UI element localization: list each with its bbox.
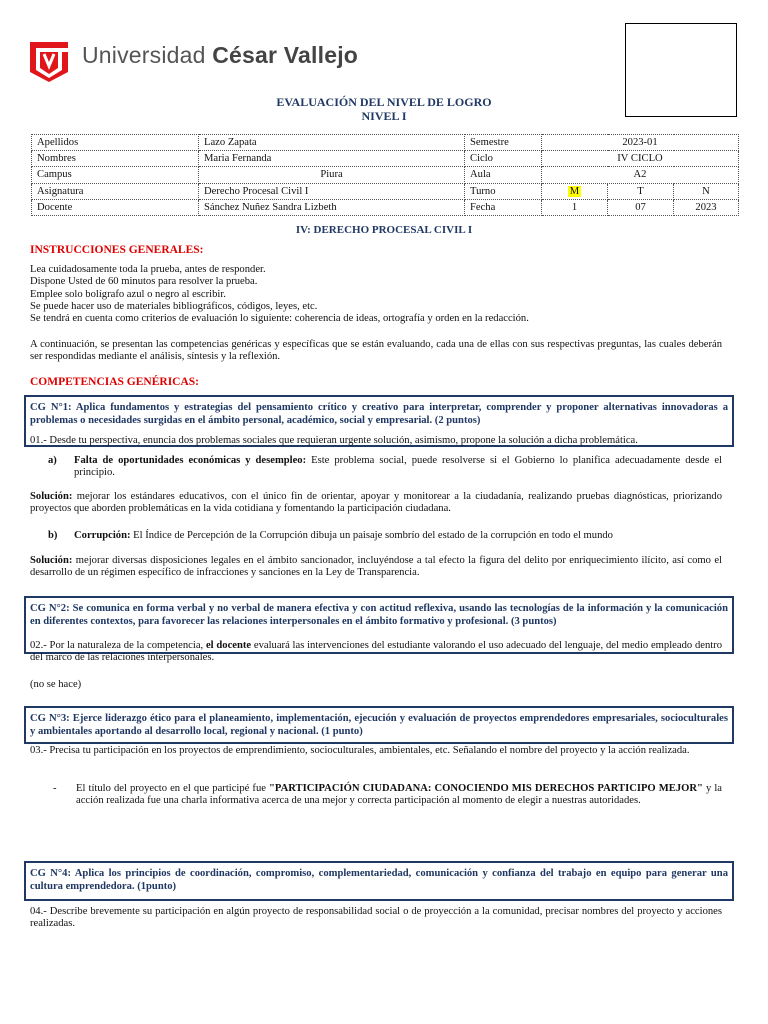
shield-logo-icon xyxy=(28,40,70,82)
cg4-question: 04.- Describe brevemente su participación en algún proyecto de responsabilidad social o de proyección a la comunidad, precisar nombres del proyecto y acciones realizadas. xyxy=(30,906,722,930)
campus-value: Piura xyxy=(199,167,465,183)
cg2-answer: (no se hace) xyxy=(30,679,82,690)
turno-t: T xyxy=(608,183,674,199)
cg4-box xyxy=(24,861,734,901)
item-b-label: b) xyxy=(48,530,58,541)
table-row xyxy=(32,135,739,151)
fecha-label: Fecha xyxy=(465,199,542,215)
cg2-question: 02.- Por la naturaleza de la competencia, el docente evaluará las intervenciones del estudiante valorando el uso adecuado del lenguaje, del medio empleado dentro del marco de las relaciones interpersonales. xyxy=(30,640,723,664)
cg3-question: 03.- Precisa tu participación en los proyectos de emprendimiento, socioculturales, ambientales, etc. Señalando el nombre del proyecto y la acción realizada. xyxy=(30,745,690,756)
student-info-table xyxy=(31,134,739,216)
bullet-dash: - xyxy=(53,783,57,794)
ciclo-value: IV CICLO xyxy=(542,151,739,167)
asignatura-value: Derecho Procesal Civil I xyxy=(199,183,465,199)
instructions-heading: INSTRUCCIONES GENERALES: xyxy=(30,244,204,256)
instructions-intro: A continuación, se presentan las competencias genéricas y específicas que se están evaluando, cada una de ellas con sus respectivas preguntas, las cuales deberán ser respondidas mediante el análisis, síntesis y la reflexión. xyxy=(30,339,722,363)
solution-1: Solución: mejorar los estándares educativos, con el único fin de orientar, apoyar y monitorear a la ciudadanía, realizando pruebas diagnósticas, priorizando proyectos que aborden problemáticas en la vida cotidiana y fomentando la participación ciudadana. xyxy=(30,491,722,515)
ciclo-label: Ciclo xyxy=(465,151,542,167)
fecha-month: 07 xyxy=(608,199,674,215)
exam-level: NIVEL I xyxy=(361,109,407,123)
instructions-list xyxy=(30,264,722,325)
instruction-line: Se tendrá en cuenta como criterios de evaluación lo siguiente: coherencia de ideas, ortografía y orden en la redacción. xyxy=(30,313,529,325)
docente-value: Sánchez Nuñez Sandra Lizbeth xyxy=(199,199,465,215)
instruction-line: Emplee solo bolígrafo azul o negro al escribir. xyxy=(30,288,226,300)
table-row xyxy=(32,183,739,199)
cg2-title: CG N°2: Se comunica en forma verbal y no verbal de manera efectiva y con actitud reflexiva, usando las tecnologías de la información y la comunicación en diferentes contextos, para favorecer las relaciones interpersonales en el ámbito formativo y profesional. (3 puntos) xyxy=(30,603,728,627)
university-logo xyxy=(28,40,358,82)
solution-2: Solución: mejorar diversas disposiciones legales en el ámbito sancionador, incluyéndose a tal efecto la figura del delito por enriquecimiento ilícito, así como el desarrollo de un régimen específico de infracciones y sanciones en la Ley de Transparencia. xyxy=(30,555,722,579)
fecha-year: 2023 xyxy=(674,199,739,215)
instruction-line: Dispone Usted de 60 minutos para resolver la prueba. xyxy=(30,276,258,288)
cg3-title: CG N°3: Ejerce liderazgo ético para el planeamiento, implementación, ejecución y evaluación de proyectos emprendedores empresariales, socioculturales y ambientales aportando al desarrollo local, regional y nacional. (1 punto) xyxy=(30,713,728,737)
exam-title: EVALUACIÓN DEL NIVEL DE LOGRO xyxy=(276,95,492,109)
table-row xyxy=(32,167,739,183)
cg1-question: 01.- Desde tu perspectiva, enuncia dos problemas sociales que requieran urgente solución, asimismo, propone la solución a dicha problemática. xyxy=(30,435,638,446)
cg3-answer: El título del proyecto en el que participé fue "PARTICIPACIÓN CIUDADANA: CONOCIENDO MIS DERECHOS PARTICIPO MEJOR" y la acción realizada fue una charla informativa acerca de una mejor y correcta participación al momento de elegir a nuestras autoridades. xyxy=(76,783,722,807)
turno-m: M xyxy=(542,183,608,199)
cg4-title: CG N°4: Aplica los principios de coordinación, compromiso, complementariedad, comunicación y confianza del trabajo en equipo para generar una cultura emprendedora. (1punto) xyxy=(30,868,728,892)
fecha-day: 1 xyxy=(542,199,608,215)
table-row xyxy=(32,199,739,215)
docente-label: Docente xyxy=(32,199,199,215)
item-b-text: Corrupción: El Índice de Percepción de la Corrupción dibuja un paisaje sombrío del estado de la corrupción en todo el mundo xyxy=(74,530,613,541)
semestre-label: Semestre xyxy=(465,135,542,151)
asignatura-label: Asignatura xyxy=(32,183,199,199)
turno-label: Turno xyxy=(465,183,542,199)
apellidos-value: Lazo Zapata xyxy=(199,135,465,151)
nombres-label: Nombres xyxy=(32,151,199,167)
cg3-box xyxy=(24,706,734,744)
competencias-heading: COMPETENCIAS GENÉRICAS: xyxy=(30,376,200,388)
university-name: Universidad César Vallejo xyxy=(82,42,359,68)
apellidos-label: Apellidos xyxy=(32,135,199,151)
instruction-line: Lea cuidadosamente toda la prueba, antes de responder. xyxy=(30,264,266,275)
semestre-value: 2023-01 xyxy=(542,135,739,151)
instruction-line: Se puede hacer uso de materiales bibliográficos, códigos, leyes, etc. xyxy=(30,300,318,312)
campus-label: Campus xyxy=(32,167,199,183)
aula-label: Aula xyxy=(465,167,542,183)
item-a-text: Falta de oportunidades económicas y desempleo: Este problema social, puede resolverse si el Gobierno lo planifica adecuadamente desde el principio. xyxy=(74,455,722,479)
item-a-label: a) xyxy=(48,455,57,466)
nombres-value: Maria Fernanda xyxy=(199,151,465,167)
table-row xyxy=(32,151,739,167)
course-heading: IV: DERECHO PROCESAL CIVIL I xyxy=(295,224,473,236)
cg1-title: CG N°1: Aplica fundamentos y estrategias del pensamiento crítico y creativo para interpretar, comprender y proponer alternativas innovadoras a problemas o necesidades surgidas en el ámbito personal, académico, social y empresarial. (2 puntos) xyxy=(30,402,728,426)
aula-value: A2 xyxy=(542,167,739,183)
turno-n: N xyxy=(674,183,739,199)
